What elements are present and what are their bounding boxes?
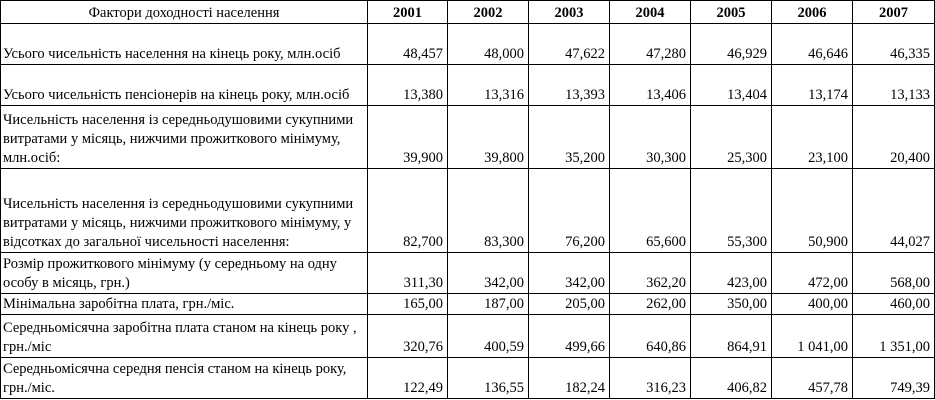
table-row [1, 294, 935, 315]
cell-value: 44,027 [853, 169, 935, 253]
cell-value: 1 351,00 [853, 315, 935, 358]
cell-value: 55,300 [691, 169, 772, 253]
cell-value: 13,393 [529, 65, 610, 106]
cell-value: 48,000 [448, 24, 529, 65]
cell-value: 864,91 [691, 315, 772, 358]
cell-value: 23,100 [772, 106, 853, 169]
cell-value: 640,86 [610, 315, 691, 358]
cell-value: 342,00 [529, 253, 610, 294]
cell-value: 47,622 [529, 24, 610, 65]
year-header: 2005 [691, 1, 772, 24]
cell-value: 46,335 [853, 24, 935, 65]
cell-value: 165,00 [368, 294, 448, 315]
row-label: Чисельність населення із середньодушовими сукупними витратами у місяць, нижчими прожиткового мінімуму, млн.осіб: [1, 106, 368, 169]
table-row [1, 253, 935, 294]
cell-value: 83,300 [448, 169, 529, 253]
table-row [1, 315, 935, 358]
cell-value: 122,49 [368, 358, 448, 399]
cell-value: 406,82 [691, 358, 772, 399]
row-label: Мінімальна заробітна плата, грн./міс. [1, 294, 368, 315]
year-header: 2006 [772, 1, 853, 24]
cell-value: 362,20 [610, 253, 691, 294]
row-label: Усього чисельність пенсіонерів на кінець року, млн.осіб [1, 65, 368, 106]
row-label: Середньомісячна заробітна плата станом на кінець року , грн./міс [1, 315, 368, 358]
row-label: Чисельність населення із середньодушовими сукупними витратами у місяць, нижчими прожиткового мінімуму, у відсотках до загальної чисельності населення: [1, 169, 368, 253]
cell-value: 13,406 [610, 65, 691, 106]
cell-value: 13,316 [448, 65, 529, 106]
cell-value: 46,929 [691, 24, 772, 65]
cell-value: 350,00 [691, 294, 772, 315]
cell-value: 311,30 [368, 253, 448, 294]
year-header: 2004 [610, 1, 691, 24]
table-row [1, 106, 935, 169]
year-header: 2003 [529, 1, 610, 24]
header-row [1, 1, 935, 24]
table-row [1, 65, 935, 106]
row-label: Розмір прожиткового мінімуму (у середньому на одну особу в місяць, грн.) [1, 253, 368, 294]
cell-value: 13,380 [368, 65, 448, 106]
cell-value: 499,66 [529, 315, 610, 358]
cell-value: 400,00 [772, 294, 853, 315]
cell-value: 400,59 [448, 315, 529, 358]
cell-value: 182,24 [529, 358, 610, 399]
cell-value: 39,900 [368, 106, 448, 169]
cell-value: 48,457 [368, 24, 448, 65]
cell-value: 35,200 [529, 106, 610, 169]
cell-value: 1 041,00 [772, 315, 853, 358]
row-label: Усього чисельність населення на кінець року, млн.осіб [1, 24, 368, 65]
cell-value: 423,00 [691, 253, 772, 294]
cell-value: 262,00 [610, 294, 691, 315]
cell-value: 13,133 [853, 65, 935, 106]
cell-value: 205,00 [529, 294, 610, 315]
cell-value: 568,00 [853, 253, 935, 294]
cell-value: 65,600 [610, 169, 691, 253]
cell-value: 342,00 [448, 253, 529, 294]
cell-value: 457,78 [772, 358, 853, 399]
cell-value: 749,39 [853, 358, 935, 399]
table-row [1, 24, 935, 65]
row-label: Середньомісячна середня пенсія станом на кінець року, грн./міс. [1, 358, 368, 399]
cell-value: 47,280 [610, 24, 691, 65]
table-row [1, 358, 935, 399]
cell-value: 20,400 [853, 106, 935, 169]
cell-value: 13,404 [691, 65, 772, 106]
cell-value: 39,800 [448, 106, 529, 169]
year-header: 2007 [853, 1, 935, 24]
header-label: Фактори доходності населення [1, 1, 368, 24]
year-header: 2002 [448, 1, 529, 24]
cell-value: 460,00 [853, 294, 935, 315]
cell-value: 76,200 [529, 169, 610, 253]
year-header: 2001 [368, 1, 448, 24]
cell-value: 13,174 [772, 65, 853, 106]
cell-value: 472,00 [772, 253, 853, 294]
cell-value: 316,23 [610, 358, 691, 399]
cell-value: 320,76 [368, 315, 448, 358]
table-row [1, 169, 935, 253]
cell-value: 82,700 [368, 169, 448, 253]
cell-value: 46,646 [772, 24, 853, 65]
cell-value: 25,300 [691, 106, 772, 169]
cell-value: 50,900 [772, 169, 853, 253]
cell-value: 30,300 [610, 106, 691, 169]
cell-value: 187,00 [448, 294, 529, 315]
cell-value: 136,55 [448, 358, 529, 399]
